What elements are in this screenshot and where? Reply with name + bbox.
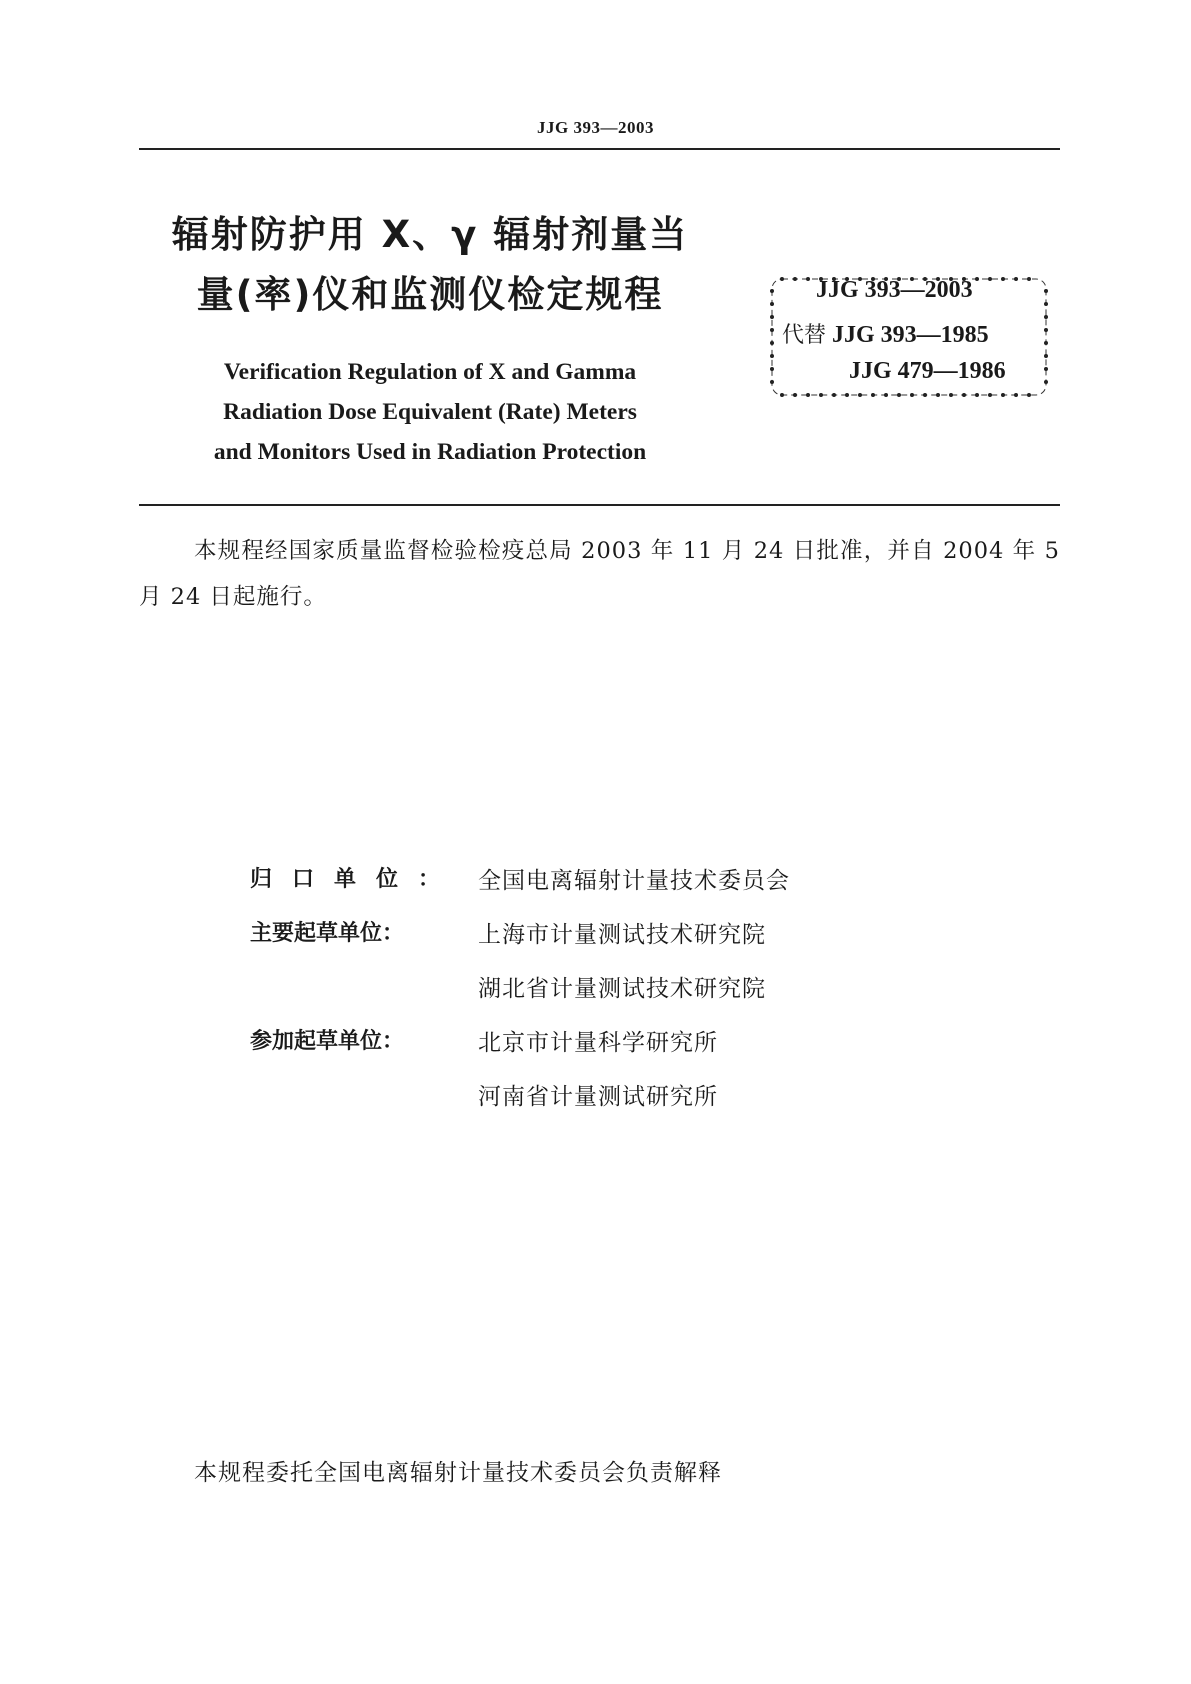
border-dot <box>936 393 940 397</box>
approval-statement: 本规程经国家质量监督检验检疫总局 2003 年 11 月 24 日批准，并自 2004 年 5 月 24 日起施行。 <box>139 538 1060 610</box>
main-drafting-value-1: 上海市计量测试技术研究院 <box>478 922 766 948</box>
participating-drafting-label: 参加起草单位： <box>250 1029 405 1054</box>
border-dot <box>1001 393 1005 397</box>
border-dot <box>1044 354 1048 358</box>
replaced-code-2: JJG 479—1986 <box>849 358 1006 384</box>
border-dot <box>1014 277 1018 281</box>
border-dot <box>1044 315 1048 319</box>
border-dot <box>793 393 797 397</box>
border-dot <box>897 393 901 397</box>
border-dot <box>910 393 914 397</box>
replaces-prefix: 代替 <box>782 323 827 348</box>
border-dot <box>770 302 774 306</box>
border-dot <box>962 393 966 397</box>
participating-drafting-value-2: 河南省计量测试研究所 <box>478 1084 718 1110</box>
title-chinese-line-1: 辐射防护用 X、γ 辐射剂量当 <box>171 213 689 256</box>
border-dot <box>770 289 774 293</box>
responsible-unit-label: 归口单位： <box>250 867 461 892</box>
border-dot <box>770 354 774 358</box>
border-dot <box>1014 393 1018 397</box>
top-rule <box>139 148 1060 150</box>
title-chinese-line-2: 量(率)仪和监测仪检定规程 <box>196 273 664 316</box>
border-dot <box>1044 380 1048 384</box>
border-dot <box>832 393 836 397</box>
border-dot <box>975 393 979 397</box>
responsible-unit-value: 全国电离辐射计量技术委员会 <box>478 868 790 894</box>
border-dot <box>858 393 862 397</box>
border-dot <box>1027 277 1031 281</box>
border-dot <box>770 341 774 345</box>
standard-code-box <box>766 273 1052 401</box>
border-dot <box>806 393 810 397</box>
border-dot <box>871 393 875 397</box>
standard-code: JJG 393—2003 <box>816 277 973 303</box>
border-dot <box>780 277 784 281</box>
border-dot <box>975 277 979 281</box>
border-dot <box>845 393 849 397</box>
participating-drafting-value-1: 北京市计量科学研究所 <box>478 1030 718 1056</box>
replaced-code-1: JJG 393—1985 <box>832 322 989 348</box>
border-dot <box>884 393 888 397</box>
border-dot <box>770 380 774 384</box>
border-dot <box>1001 277 1005 281</box>
border-dot <box>923 393 927 397</box>
border-dot <box>988 277 992 281</box>
border-dot <box>770 315 774 319</box>
border-dot <box>819 393 823 397</box>
border-dot <box>770 367 774 371</box>
main-drafting-value-2: 湖北省计量测试技术研究院 <box>478 976 766 1002</box>
title-english-line-2: Radiation Dose Equivalent (Rate) Meters <box>223 399 637 425</box>
border-dot <box>806 277 810 281</box>
title-english-line-1: Verification Regulation of X and Gamma <box>223 359 637 385</box>
replaces-line-1 <box>782 318 989 349</box>
border-dot <box>1044 302 1048 306</box>
border-dot <box>793 277 797 281</box>
title-english <box>150 352 710 472</box>
title-chinese <box>150 205 710 325</box>
border-dot <box>988 393 992 397</box>
border-dot <box>1044 341 1048 345</box>
border-dot <box>1044 328 1048 332</box>
border-dot <box>780 393 784 397</box>
border-dot <box>1044 289 1048 293</box>
interpretation-note: 本规程委托全国电离辐射计量技术委员会负责解释 <box>194 1460 722 1486</box>
title-english-line-3: and Monitors Used in Radiation Protection <box>213 439 647 465</box>
main-drafting-label: 主要起草单位： <box>250 921 405 946</box>
border-dot <box>770 328 774 332</box>
running-head: JJG 393—2003 <box>537 118 654 137</box>
border-dot <box>1044 367 1048 371</box>
border-dot <box>949 393 953 397</box>
border-dot <box>1027 393 1031 397</box>
middle-rule <box>139 504 1060 506</box>
